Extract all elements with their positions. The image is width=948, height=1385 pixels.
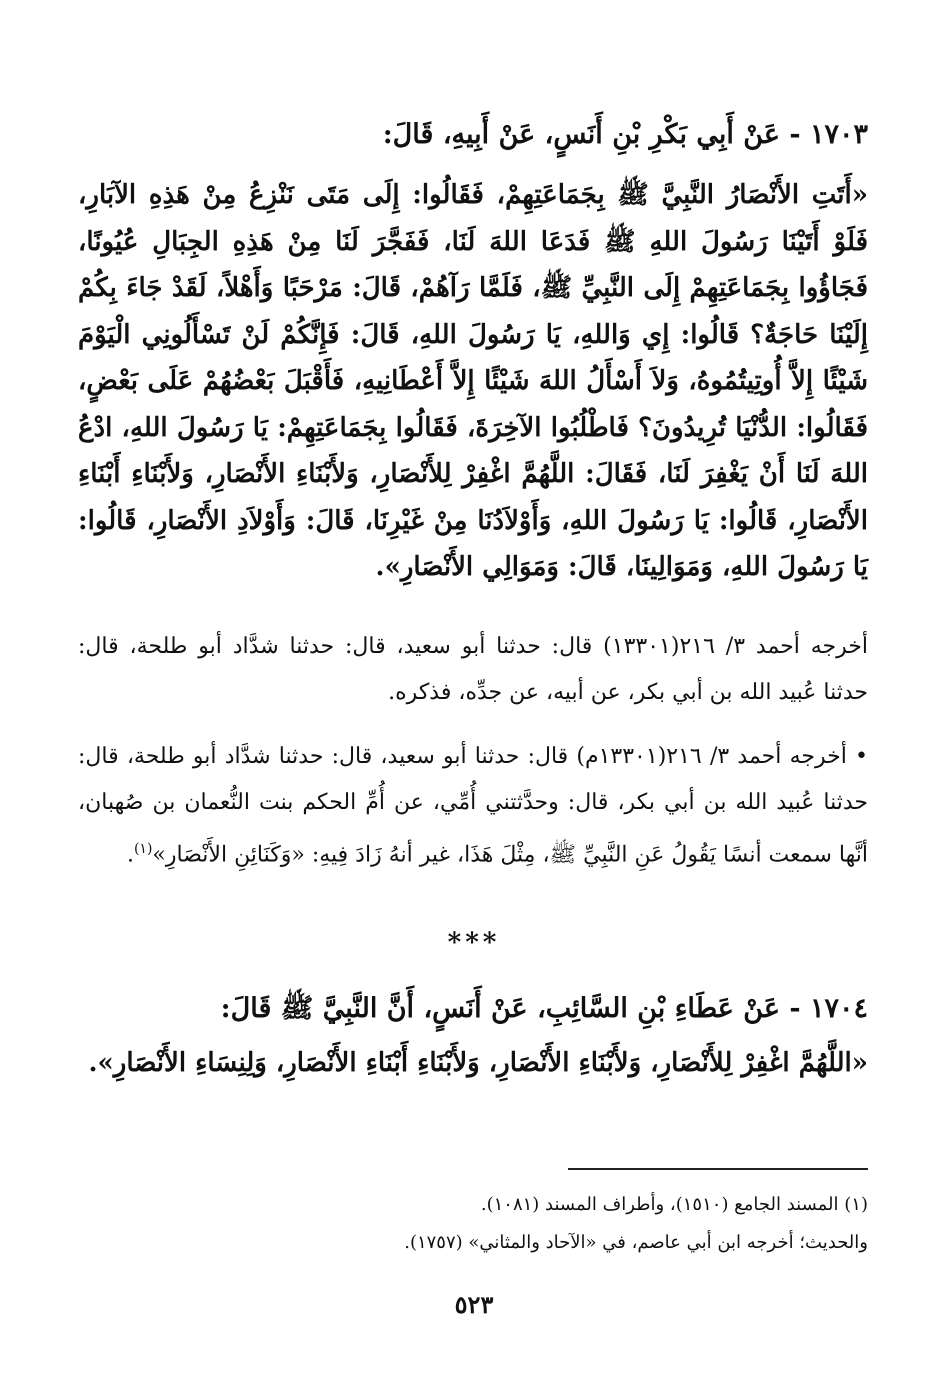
- takhrij-2-text: • أخرجه أحمد ٣/ ٢١٦(١٣٣٠١م) قال: حدثنا أبو سعيد، قال: حدثنا شدَّاد أبو طلحة، قال: حدثنا عُبيد الله بن أبي بكر، قال: وحدَّثتني أُمِّي، عن أُمِّ الحكم بنت النُّعمان بن صُهبان، أنَّها سمعت أنسًا يَقُولُ عَنِ النَّبِيِّ ﷺ، مِثْلَ هَذَا، غير أنهُ زَادَ فِيهِ: «وَكَنَائِنِ الأَنْصَارِ»: [78, 744, 869, 868]
- hadith-number: ١٧٠٤ -: [789, 993, 868, 1024]
- footnotes: [78, 1186, 868, 1262]
- hadith-1704-heading: [78, 986, 868, 1032]
- takhrij-2-end: .: [126, 842, 134, 868]
- hadith-isnad: عَنْ عَطَاءِ بْنِ السَّائِبِ، عَنْ أَنَسٍ، أَنَّ النَّبِيَّ ﷺ قَالَ:: [220, 993, 780, 1024]
- takhrij-paragraph-1: أخرجه أحمد ٣/ ٢١٦(١٣٣٠١) قال: حدثنا أبو سعيد، قال: حدثنا شدَّاد أبو طلحة، قال: حدثنا عُبيد الله بن أبي بكر، عن أبيه، عن جدِّه، فذكره.: [78, 634, 868, 705]
- takhrij-paragraph-2: [78, 734, 868, 878]
- page-number: ٥٢٣: [454, 1290, 494, 1319]
- section-separator: ***: [447, 928, 501, 958]
- hadith-1703-text: «أَتَتِ الأَنْصَارُ النَّبِيَّ ﷺ بِجَمَاعَتِهِمْ، فَقَالُوا: إِلَى مَتَى نَنْزِعُ مِنْ هَذِهِ الآبَارِ، فَلَوْ أَتَيْنَا رَسُولَ اللهِ ﷺ فَدَعَا اللهَ لَنَا، فَفَجَّرَ لَنَا مِنْ هَذِهِ الجِبَالِ عُيُونًا، فَجَاؤُوا بِجَمَاعَتِهِمْ إِلَى النَّبِيِّ ﷺ، فَلَمَّا رَآهُمْ، قَالَ: مَرْحَبًا وَأَهْلاً، لَقَدْ جَاءَ بِكُمْ إِلَيْنَا حَاجَةٌ؟ قَالُوا: إِي وَاللهِ، يَا رَسُولَ اللهِ، قَالَ: فَإِنَّكُمْ لَنْ تَسْأَلُونِي الْيَوْمَ شَيْئًا إِلاَّ أُوتِيتُمُوهُ، وَلاَ أَسْأَلُ اللهَ شَيْئًا إِلاَّ أَعْطَانِيهِ، فَأَقْبَلَ بَعْضُهُمْ عَلَى بَعْضٍ، فَقَالُوا: الدُّنْيَا تُرِيدُونَ؟ فَاطْلُبُوا الآخِرَةَ، فَقَالُوا بِجَمَاعَتِهِمْ: يَا رَسُولَ اللهِ، ادْعُ اللهَ لَنَا أَنْ يَغْفِرَ لَنَا، فَقَالَ: اللَّهُمَّ اغْفِرْ لِلأَنْصَارِ، وَلأَبْنَاءِ الأَنْصَارِ، وَلأَبْنَاءِ أَبْنَاءِ الأَنْصَارِ، قَالُوا: يَا رَسُولَ اللهِ، وَأَوْلاَدُنَا مِنْ غَيْرِنَا، قَالَ: وَأَوْلاَدِ الأَنْصَارِ، قَالُوا: يَا رَسُولَ اللهِ، وَمَوَالِينَا، قَالَ: وَمَوَالِي الأَنْصَارِ».: [78, 180, 868, 582]
- hadith-1703-heading: [78, 112, 868, 158]
- hadith-1704-text: «اللَّهُمَّ اغْفِرْ لِلأَنْصَارِ، وَلأَبْنَاءِ الأَنْصَارِ، وَلأَبْنَاءِ أَبْنَاءِ الأَنْصَارِ، وَلِنِسَاءِ الأَنْصَارِ».: [88, 1048, 868, 1078]
- footnote-line: (١) المسند الجامع (١٥١٠)، وأطراف المسند (١٠٨١).: [480, 1194, 868, 1215]
- hadith-isnad: عَنْ أَبِي بَكْرِ بْنِ أَنَسٍ، عَنْ أَبِيهِ، قَالَ:: [382, 119, 780, 150]
- footnote-divider: [568, 1168, 868, 1170]
- hadith-number: ١٧٠٣ -: [789, 119, 868, 150]
- footnote-reference: (١): [133, 841, 153, 857]
- footnote-line: والحديث؛ أخرجه ابن أبي عاصم، في «الآحاد والمثاني» (١٧٥٧).: [404, 1232, 868, 1253]
